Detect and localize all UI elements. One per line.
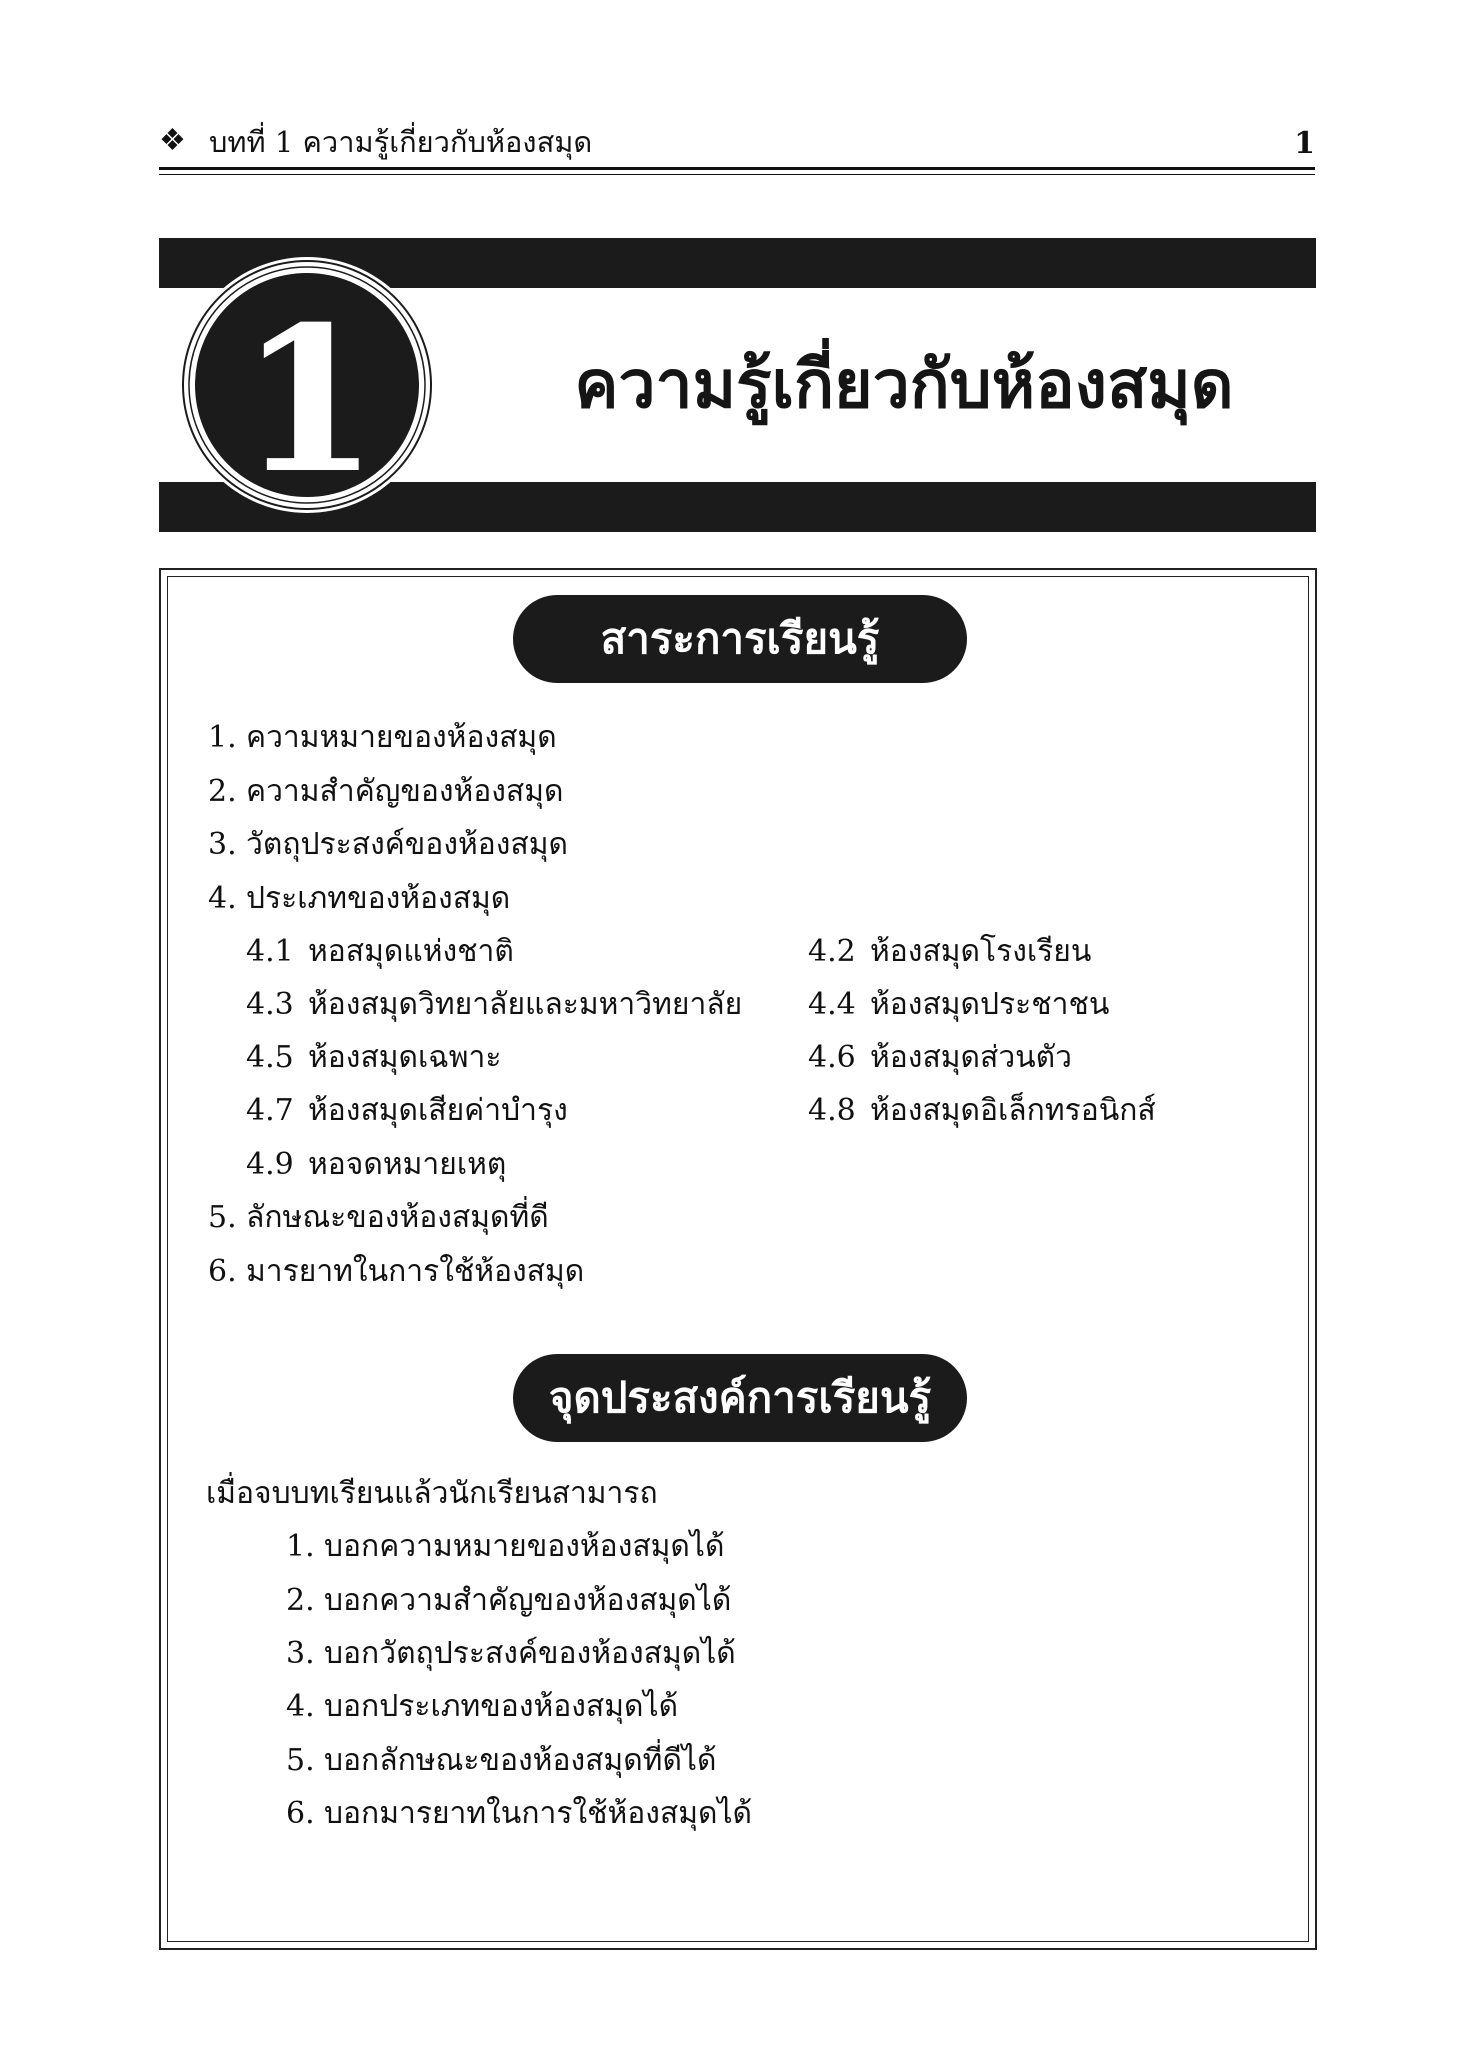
list-item: 3. วัตถุประสงค์ของห้องสมุด [208, 827, 568, 862]
objectives-intro: เมื่อจบบทเรียนแล้วนักเรียนสามารถ [206, 1476, 658, 1511]
sub-list-item: 4.2 ห้องสมุดโรงเรียน [808, 934, 1092, 969]
sub-list-item: 4.3 ห้องสมุดวิทยาลัยและมหาวิทยาลัย [246, 987, 743, 1022]
objective-item: 5. บอกลักษณะของห้องสมุดที่ดีได้ [286, 1743, 717, 1778]
sub-list-item: 4.6 ห้องสมุดส่วนตัว [808, 1040, 1073, 1075]
header-rule-thin [159, 174, 1315, 175]
list-item: 4. ประเภทของห้องสมุด [208, 881, 511, 916]
page-number: 1 [1294, 126, 1315, 161]
learning-objectives-heading: จุดประสงค์การเรียนรู้ [513, 1354, 967, 1442]
objective-item: 6. บอกมารยาทในการใช้ห้องสมุดได้ [286, 1796, 753, 1831]
learning-content-heading: สาระการเรียนรู้ [513, 595, 967, 683]
list-item: 6. มารยาทในการใช้ห้องสมุด [208, 1254, 585, 1289]
sub-list-item: 4.8 ห้องสมุดอิเล็กทรอนิกส์ [808, 1093, 1156, 1128]
diamond-bullet-icon: ❖ [159, 123, 186, 158]
list-item: 2. ความสำคัญของห้องสมุด [208, 774, 564, 809]
chapter-number-badge [159, 238, 459, 532]
sub-list-item: 4.7 ห้องสมุดเสียค่าบำรุง [246, 1093, 568, 1128]
objective-item: 4. บอกประเภทของห้องสมุดได้ [286, 1689, 679, 1724]
objective-item: 2. บอกความสำคัญของห้องสมุดได้ [286, 1583, 732, 1618]
objective-item: 3. บอกวัตถุประสงค์ของห้องสมุดได้ [286, 1636, 736, 1671]
sub-list-item: 4.1 หอสมุดแห่งชาติ [246, 934, 514, 969]
running-header [159, 120, 1315, 170]
list-item: 5. ลักษณะของห้องสมุดที่ดี [208, 1200, 549, 1235]
chapter-banner [159, 238, 1316, 532]
chapter-label: บทที่ 1 ความรู้เกี่ยวกับห้องสมุด [209, 125, 593, 159]
sub-list-item: 4.4 ห้องสมุดประชาชน [808, 987, 1110, 1022]
chapter-number: 1 [239, 283, 379, 518]
sub-list-item: 4.9 หอจดหมายเหตุ [246, 1147, 507, 1182]
header-rule-thick [159, 167, 1315, 170]
objective-item: 1. บอกความหมายของห้องสมุดได้ [286, 1529, 725, 1564]
list-item: 1. ความหมายของห้องสมุด [208, 720, 557, 755]
sub-list-item: 4.5 ห้องสมุดเฉพาะ [246, 1040, 502, 1075]
chapter-title: ความรู้เกี่ยวกับห้องสมุด [574, 346, 1234, 423]
